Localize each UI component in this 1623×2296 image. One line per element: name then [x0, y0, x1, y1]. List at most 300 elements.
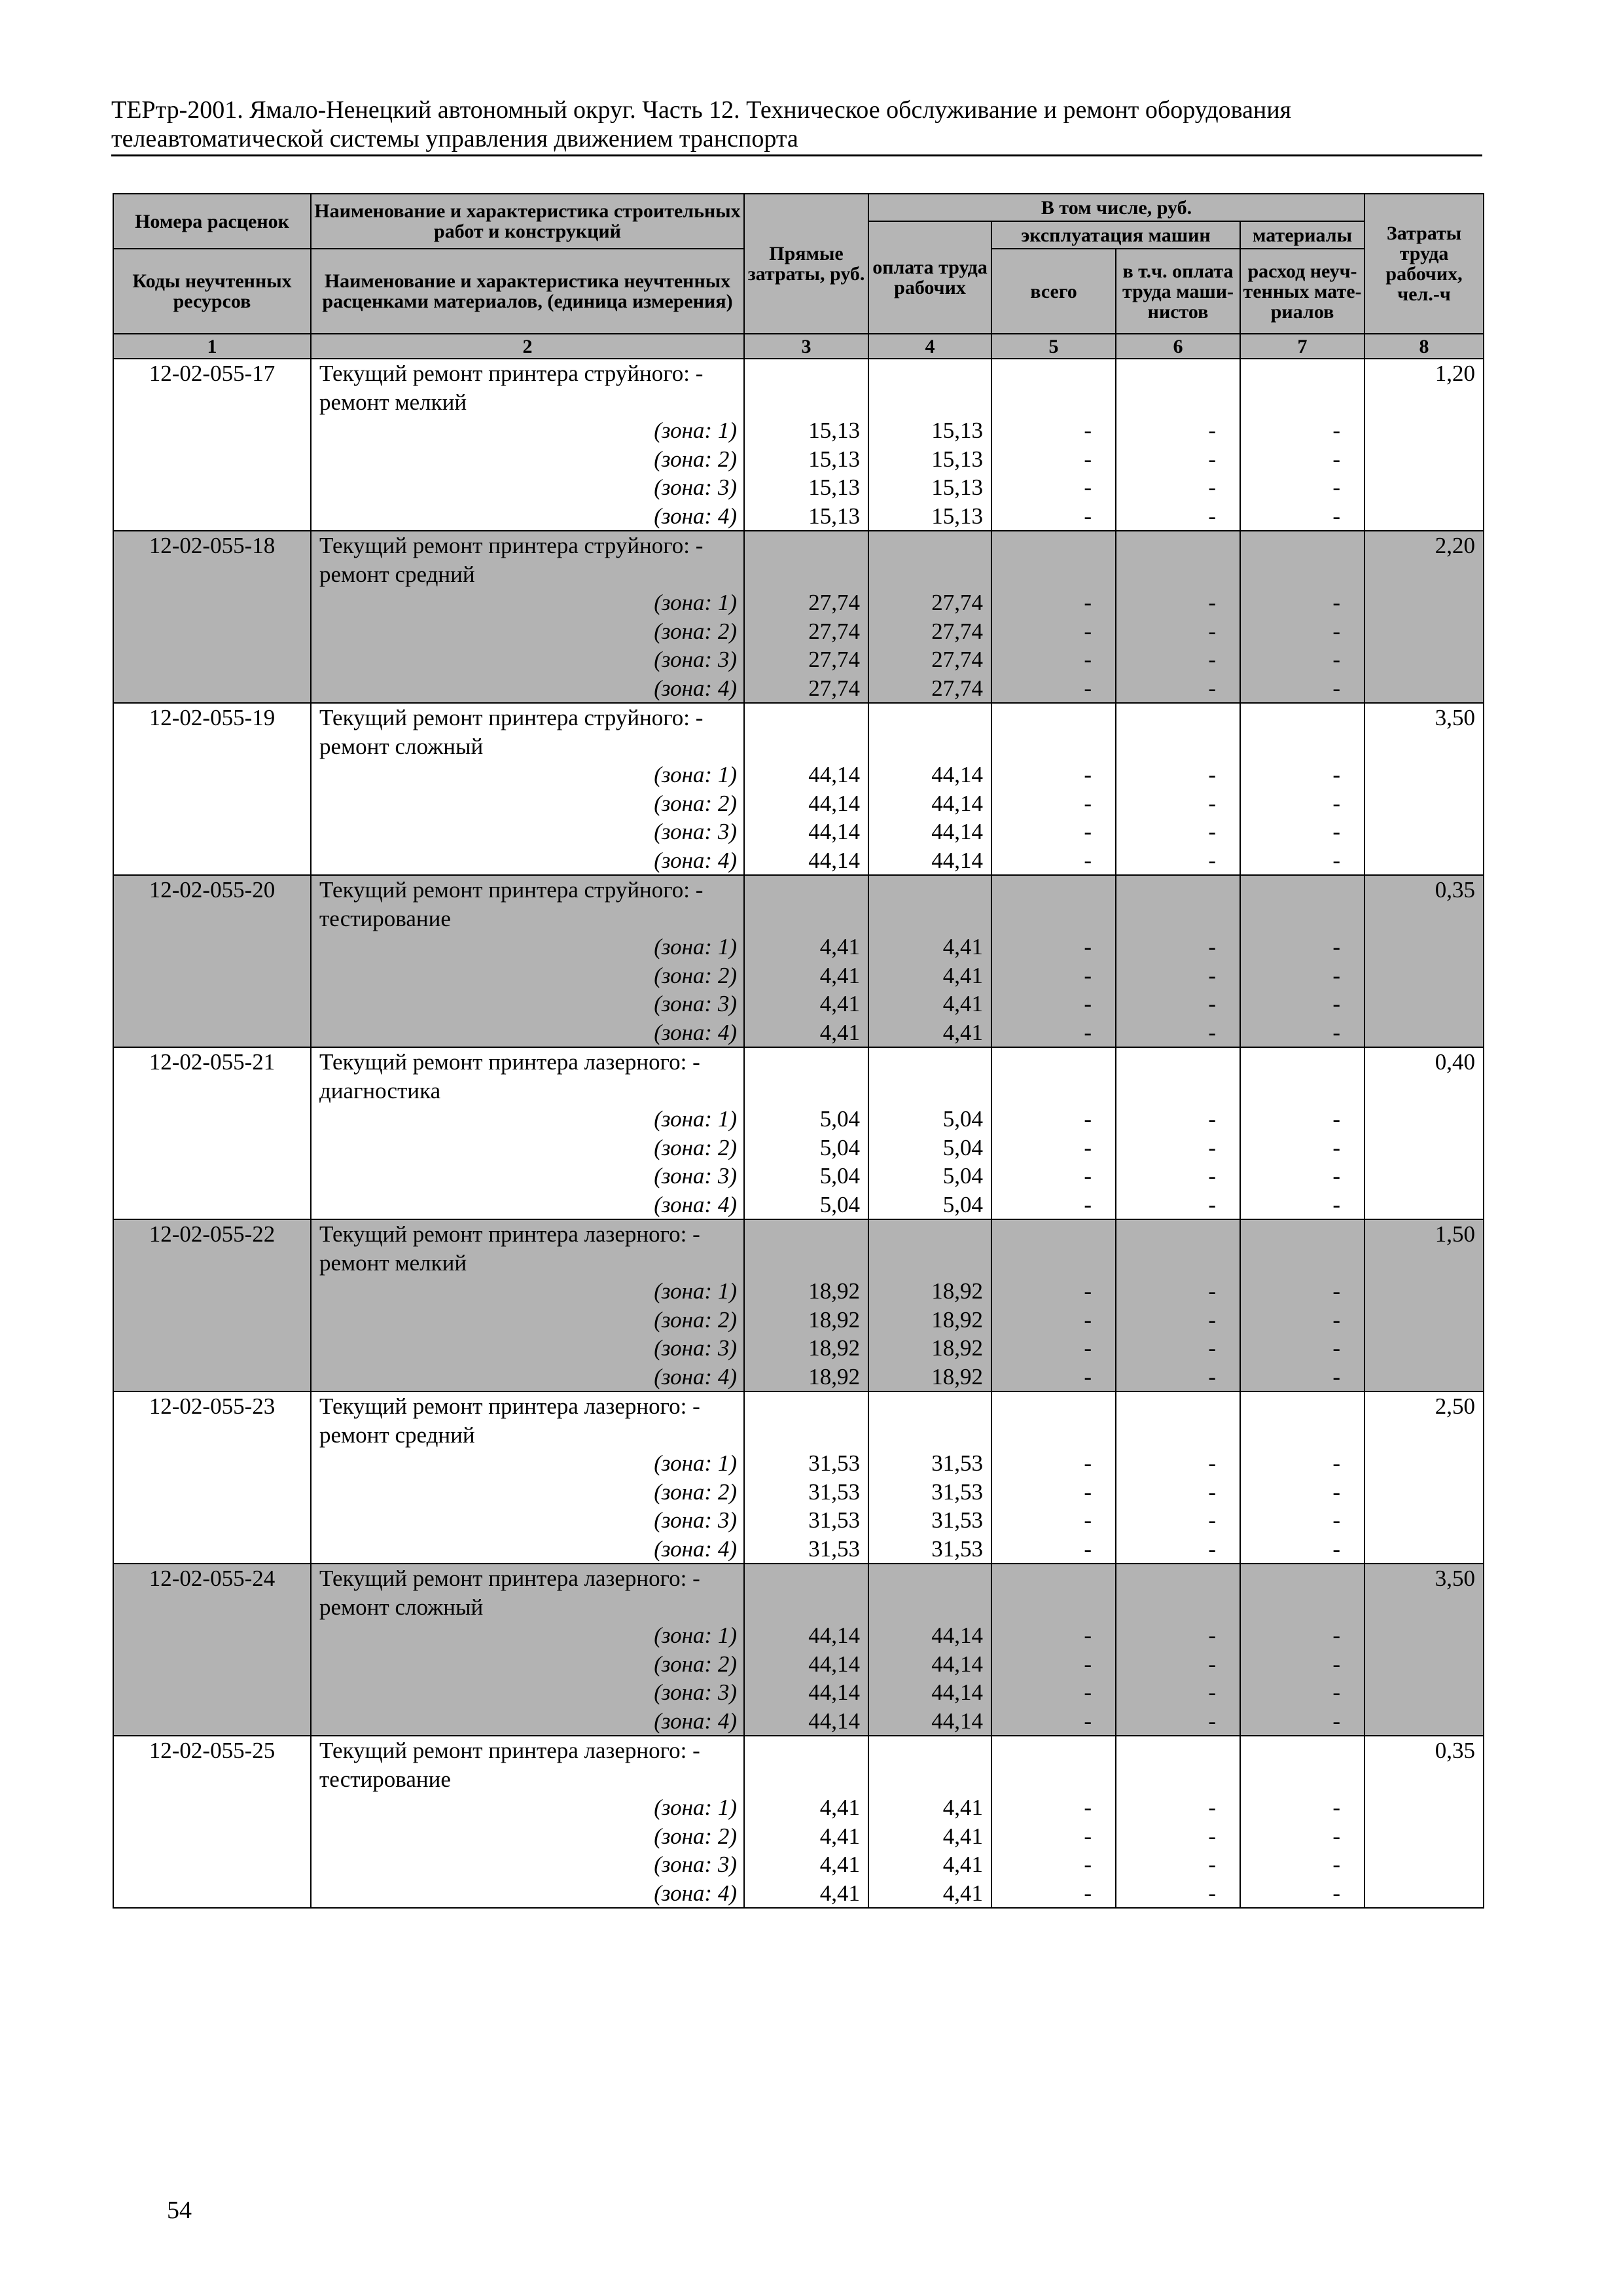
- cell-machine-total: [991, 1219, 1116, 1391]
- zone-label: (зона: 4): [654, 1191, 737, 1217]
- material-use: -: [1332, 618, 1341, 644]
- rate-code: 12-02-055-24: [149, 1566, 276, 1591]
- cell-rate-name: [311, 531, 744, 703]
- material-use: -: [1332, 991, 1341, 1016]
- labor-machinists: -: [1208, 1651, 1216, 1677]
- cell-direct-cost: [744, 1736, 868, 1908]
- zone-label: (зона: 3): [654, 1507, 737, 1533]
- material-use: -: [1332, 1507, 1341, 1533]
- zone-label: (зона: 4): [654, 1708, 737, 1734]
- cell-rate-code: [113, 1391, 311, 1564]
- zone-label: (зона: 4): [654, 503, 737, 529]
- labor-machinists: -: [1208, 418, 1216, 443]
- labor-cost: 2,20: [1435, 533, 1476, 558]
- direct-cost: 18,92: [808, 1363, 860, 1390]
- rate-title-line: тестирование: [319, 1766, 451, 1792]
- zone-label: (зона: 4): [654, 847, 737, 873]
- cell-rate-name: [311, 875, 744, 1047]
- labor-workers: 31,53: [931, 1479, 983, 1505]
- page-number: 54: [167, 2197, 192, 2224]
- machine-total: -: [1084, 962, 1092, 988]
- direct-cost: 44,14: [808, 819, 860, 844]
- th-work-name: Наименование и характеристика строительных работ и конструкций: [311, 194, 744, 249]
- zone-label: (зона: 3): [654, 647, 737, 672]
- labor-cost: 3,50: [1435, 705, 1476, 730]
- material-use: -: [1332, 1651, 1341, 1677]
- machine-total: -: [1084, 1306, 1092, 1333]
- labor-cost: 0,40: [1435, 1049, 1476, 1075]
- machine-total: -: [1084, 762, 1092, 787]
- rate-code: 12-02-055-23: [149, 1393, 276, 1419]
- direct-cost: 5,04: [819, 1163, 860, 1189]
- machine-total: -: [1084, 1679, 1092, 1705]
- cell-material-use: [1240, 359, 1364, 531]
- material-use: -: [1332, 418, 1341, 443]
- labor-cost: 0,35: [1435, 877, 1476, 903]
- material-use: -: [1332, 762, 1341, 787]
- table-row: [113, 1047, 1484, 1219]
- labor-workers: 4,41: [942, 962, 983, 988]
- cell-material-use: [1240, 531, 1364, 703]
- rate-title-line: Текущий ремонт принтера лазерного: -: [319, 1393, 700, 1419]
- machine-total: -: [1084, 446, 1092, 472]
- cell-rate-code: [113, 531, 311, 703]
- material-use: -: [1332, 1106, 1341, 1132]
- cell-labor-cost: [1364, 875, 1484, 1047]
- col-index: 2: [311, 334, 744, 359]
- labor-machinists: -: [1208, 618, 1216, 644]
- direct-cost: 44,14: [808, 847, 860, 873]
- machine-total: -: [1084, 790, 1092, 816]
- labor-workers: 4,41: [942, 1795, 983, 1820]
- cell-labor-machinists: [1116, 359, 1240, 531]
- rate-title-line: ремонт средний: [319, 1422, 475, 1448]
- zone-label: (зона: 1): [654, 1450, 737, 1476]
- th-labor-workers: оплата труда рабочих: [868, 221, 991, 334]
- cell-direct-cost: [744, 875, 868, 1047]
- cell-direct-cost: [744, 1219, 868, 1391]
- material-use: -: [1332, 1450, 1341, 1476]
- labor-machinists: -: [1208, 1335, 1216, 1361]
- labor-machinists: -: [1208, 1191, 1216, 1217]
- table-body: [113, 359, 1484, 1908]
- cell-machine-total: [991, 1736, 1116, 1908]
- table-row: [113, 1219, 1484, 1391]
- labor-workers: 15,13: [931, 475, 983, 500]
- direct-cost: 31,53: [808, 1479, 860, 1505]
- labor-workers: 5,04: [942, 1191, 983, 1217]
- zone-label: (зона: 2): [654, 1306, 737, 1333]
- rate-title-line: ремонт средний: [319, 561, 475, 587]
- labor-workers: 44,14: [931, 762, 983, 787]
- direct-cost: 4,41: [819, 991, 860, 1016]
- rate-code: 12-02-055-21: [149, 1049, 276, 1075]
- th-rate-numbers: Номера расценок: [113, 194, 311, 249]
- zone-label: (зона: 2): [654, 1651, 737, 1677]
- machine-total: -: [1084, 1795, 1092, 1820]
- labor-machinists: -: [1208, 1679, 1216, 1705]
- cell-machine-total: [991, 1564, 1116, 1736]
- labor-machinists: -: [1208, 675, 1216, 701]
- labor-workers: 31,53: [931, 1507, 983, 1533]
- labor-cost: 2,50: [1435, 1393, 1476, 1419]
- machine-total: -: [1084, 1708, 1092, 1734]
- labor-machinists: -: [1208, 1823, 1216, 1849]
- machine-total: -: [1084, 847, 1092, 873]
- labor-machinists: -: [1208, 475, 1216, 500]
- material-use: -: [1332, 1880, 1341, 1906]
- zone-label: (зона: 1): [654, 590, 737, 615]
- labor-workers: 18,92: [931, 1278, 983, 1304]
- material-use: -: [1332, 1823, 1341, 1849]
- material-use: -: [1332, 647, 1341, 672]
- machine-total: -: [1084, 1163, 1092, 1189]
- cell-labor-cost: [1364, 1219, 1484, 1391]
- material-use: -: [1332, 1163, 1341, 1189]
- zone-label: (зона: 4): [654, 1880, 737, 1906]
- labor-workers: 44,14: [931, 1651, 983, 1677]
- cell-direct-cost: [744, 703, 868, 875]
- cell-rate-code: [113, 1564, 311, 1736]
- cell-direct-cost: [744, 1047, 868, 1219]
- labor-machinists: -: [1208, 1306, 1216, 1333]
- direct-cost: 4,41: [819, 934, 860, 960]
- cell-rate-code: [113, 359, 311, 531]
- cell-rate-code: [113, 1219, 311, 1391]
- cell-labor-workers: [868, 1219, 991, 1391]
- cell-machine-total: [991, 1047, 1116, 1219]
- labor-cost: 3,50: [1435, 1566, 1476, 1591]
- machine-total: -: [1084, 1535, 1092, 1562]
- zone-label: (зона: 4): [654, 1535, 737, 1562]
- labor-machinists: -: [1208, 991, 1216, 1016]
- cell-direct-cost: [744, 359, 868, 531]
- cell-rate-name: [311, 1219, 744, 1391]
- col-index: 6: [1116, 334, 1240, 359]
- th-machine-operation: эксплуатация машин: [991, 221, 1240, 249]
- cell-rate-name: [311, 1736, 744, 1908]
- zone-label: (зона: 1): [654, 1795, 737, 1820]
- labor-machinists: -: [1208, 647, 1216, 672]
- machine-total: -: [1084, 1019, 1092, 1045]
- cell-labor-cost: [1364, 1391, 1484, 1564]
- direct-cost: 18,92: [808, 1278, 860, 1304]
- machine-total: -: [1084, 618, 1092, 644]
- rate-title-line: ремонт мелкий: [319, 1249, 467, 1276]
- cell-machine-total: [991, 875, 1116, 1047]
- direct-cost: 31,53: [808, 1507, 860, 1533]
- direct-cost: 15,13: [808, 446, 860, 472]
- machine-total: -: [1084, 1852, 1092, 1877]
- labor-workers: 27,74: [931, 675, 983, 701]
- material-use: -: [1332, 1335, 1341, 1361]
- material-use: -: [1332, 790, 1341, 816]
- direct-cost: 31,53: [808, 1450, 860, 1476]
- labor-workers: 4,41: [942, 1852, 983, 1877]
- cell-labor-machinists: [1116, 1564, 1240, 1736]
- cell-labor-cost: [1364, 1047, 1484, 1219]
- cell-labor-workers: [868, 1736, 991, 1908]
- machine-total: -: [1084, 1106, 1092, 1132]
- table-row: [113, 703, 1484, 875]
- labor-workers: 18,92: [931, 1363, 983, 1390]
- material-use: -: [1332, 1795, 1341, 1820]
- labor-workers: 5,04: [942, 1163, 983, 1189]
- machine-total: -: [1084, 1450, 1092, 1476]
- rate-title-line: Текущий ремонт принтера лазерного: -: [319, 1566, 700, 1591]
- material-use: -: [1332, 1708, 1341, 1734]
- labor-workers: 18,92: [931, 1335, 983, 1361]
- cell-labor-workers: [868, 1564, 991, 1736]
- labor-machinists: -: [1208, 1363, 1216, 1390]
- machine-total: -: [1084, 1335, 1092, 1361]
- labor-cost: 1,20: [1435, 361, 1476, 386]
- col-index: 3: [744, 334, 868, 359]
- cell-rate-code: [113, 875, 311, 1047]
- cell-rate-code: [113, 1736, 311, 1908]
- direct-cost: 18,92: [808, 1335, 860, 1361]
- zone-label: (зона: 2): [654, 1479, 737, 1505]
- labor-workers: 44,14: [931, 1679, 983, 1705]
- labor-cost: 0,35: [1435, 1738, 1476, 1763]
- zone-label: (зона: 4): [654, 1019, 737, 1045]
- labor-workers: 31,53: [931, 1535, 983, 1562]
- zone-label: (зона: 3): [654, 1163, 737, 1189]
- labor-workers: 5,04: [942, 1106, 983, 1132]
- rate-title-line: диагностика: [319, 1077, 441, 1103]
- labor-machinists: -: [1208, 1535, 1216, 1562]
- cell-material-use: [1240, 1219, 1364, 1391]
- cell-direct-cost: [744, 1564, 868, 1736]
- cell-material-use: [1240, 1736, 1364, 1908]
- labor-machinists: -: [1208, 847, 1216, 873]
- labor-workers: 15,13: [931, 418, 983, 443]
- direct-cost: 18,92: [808, 1306, 860, 1333]
- cell-material-use: [1240, 1564, 1364, 1736]
- cell-machine-total: [991, 703, 1116, 875]
- col-index: 7: [1240, 334, 1364, 359]
- machine-total: -: [1084, 1134, 1092, 1160]
- rate-title-line: тестирование: [319, 905, 451, 931]
- zone-label: (зона: 2): [654, 962, 737, 988]
- direct-cost: 44,14: [808, 1623, 860, 1648]
- direct-cost: 5,04: [819, 1134, 860, 1160]
- cell-labor-cost: [1364, 531, 1484, 703]
- zone-label: (зона: 3): [654, 475, 737, 500]
- labor-machinists: -: [1208, 762, 1216, 787]
- cell-labor-cost: [1364, 359, 1484, 531]
- labor-machinists: -: [1208, 1507, 1216, 1533]
- labor-machinists: -: [1208, 1019, 1216, 1045]
- direct-cost: 4,41: [819, 962, 860, 988]
- labor-workers: 31,53: [931, 1450, 983, 1476]
- direct-cost: 4,41: [819, 1019, 860, 1045]
- material-use: -: [1332, 1019, 1341, 1045]
- cell-rate-code: [113, 1047, 311, 1219]
- cell-machine-total: [991, 359, 1116, 531]
- zone-label: (зона: 2): [654, 618, 737, 644]
- zone-label: (зона: 2): [654, 1823, 737, 1849]
- machine-total: -: [1084, 1507, 1092, 1533]
- direct-cost: 44,14: [808, 1651, 860, 1677]
- machine-total: -: [1084, 1623, 1092, 1648]
- rate-title-line: Текущий ремонт принтера струйного: -: [319, 533, 704, 558]
- material-use: -: [1332, 503, 1341, 529]
- direct-cost: 44,14: [808, 762, 860, 787]
- machine-total: -: [1084, 1479, 1092, 1505]
- zone-label: (зона: 1): [654, 1106, 737, 1132]
- rate-code: 12-02-055-25: [149, 1738, 276, 1763]
- labor-workers: 4,41: [942, 1823, 983, 1849]
- cell-labor-workers: [868, 875, 991, 1047]
- th-machine-total: всего: [991, 249, 1116, 334]
- cell-machine-total: [991, 531, 1116, 703]
- material-use: -: [1332, 1623, 1341, 1648]
- rate-title-line: Текущий ремонт принтера струйного: -: [319, 361, 704, 386]
- direct-cost: 5,04: [819, 1191, 860, 1217]
- cell-labor-cost: [1364, 703, 1484, 875]
- labor-workers: 44,14: [931, 1623, 983, 1648]
- labor-machinists: -: [1208, 790, 1216, 816]
- direct-cost: 44,14: [808, 790, 860, 816]
- zone-label: (зона: 1): [654, 1623, 737, 1648]
- zone-label: (зона: 4): [654, 1363, 737, 1390]
- col-index: 1: [113, 334, 311, 359]
- labor-machinists: -: [1208, 1795, 1216, 1820]
- zone-label: (зона: 3): [654, 1852, 737, 1877]
- material-use: -: [1332, 1363, 1341, 1390]
- material-use: -: [1332, 1191, 1341, 1217]
- labor-machinists: -: [1208, 1134, 1216, 1160]
- material-use: -: [1332, 962, 1341, 988]
- machine-total: -: [1084, 1278, 1092, 1304]
- rate-title-line: Текущий ремонт принтера лазерного: -: [319, 1221, 700, 1247]
- cell-labor-workers: [868, 359, 991, 531]
- material-use: -: [1332, 446, 1341, 472]
- machine-total: -: [1084, 1880, 1092, 1906]
- material-use: -: [1332, 675, 1341, 701]
- labor-machinists: -: [1208, 819, 1216, 844]
- direct-cost: 15,13: [808, 503, 860, 529]
- labor-workers: 15,13: [931, 503, 983, 529]
- labor-machinists: -: [1208, 1278, 1216, 1304]
- cell-rate-name: [311, 1047, 744, 1219]
- labor-workers: 4,41: [942, 1880, 983, 1906]
- machine-total: -: [1084, 503, 1092, 529]
- labor-machinists: -: [1208, 1708, 1216, 1734]
- col-index: 5: [991, 334, 1116, 359]
- th-direct-costs: Прямые затраты, руб.: [744, 194, 868, 334]
- header-line-1: ТЕРтр-2001. Ямало-Ненецкий автономный округ. Часть 12. Техническое обслуживание и ремонт оборудования: [111, 96, 1292, 124]
- direct-cost: 44,14: [808, 1708, 860, 1734]
- labor-machinists: -: [1208, 1450, 1216, 1476]
- direct-cost: 27,74: [808, 590, 860, 615]
- cell-labor-workers: [868, 531, 991, 703]
- labor-workers: 4,41: [942, 991, 983, 1016]
- cell-rate-name: [311, 359, 744, 531]
- labor-workers: 27,74: [931, 647, 983, 672]
- table-row: [113, 359, 1484, 531]
- page-header: [111, 96, 1482, 156]
- rate-title-line: ремонт сложный: [319, 733, 484, 759]
- cell-labor-machinists: [1116, 1219, 1240, 1391]
- labor-machinists: -: [1208, 1880, 1216, 1906]
- material-use: -: [1332, 475, 1341, 500]
- rate-title-line: ремонт мелкий: [319, 389, 467, 415]
- labor-workers: 5,04: [942, 1134, 983, 1160]
- cell-labor-machinists: [1116, 531, 1240, 703]
- material-use: -: [1332, 1278, 1341, 1304]
- table-row: [113, 531, 1484, 703]
- direct-cost: 27,74: [808, 647, 860, 672]
- th-materials: материалы: [1240, 221, 1364, 249]
- zone-label: (зона: 2): [654, 1134, 737, 1160]
- machine-total: -: [1084, 934, 1092, 960]
- rate-code: 12-02-055-22: [149, 1221, 276, 1247]
- material-use: -: [1332, 1306, 1341, 1333]
- labor-machinists: -: [1208, 446, 1216, 472]
- material-use: -: [1332, 819, 1341, 844]
- cell-rate-name: [311, 1391, 744, 1564]
- material-use: -: [1332, 1134, 1341, 1160]
- machine-total: -: [1084, 590, 1092, 615]
- labor-machinists: -: [1208, 934, 1216, 960]
- zone-label: (зона: 2): [654, 446, 737, 472]
- labor-workers: 15,13: [931, 446, 983, 472]
- labor-workers: 4,41: [942, 934, 983, 960]
- cell-material-use: [1240, 1391, 1364, 1564]
- machine-total: -: [1084, 1823, 1092, 1849]
- cell-labor-workers: [868, 703, 991, 875]
- table-row: [113, 1391, 1484, 1564]
- rate-code: 12-02-055-17: [149, 361, 276, 386]
- rate-title-line: Текущий ремонт принтера струйного: -: [319, 877, 704, 903]
- labor-cost: 1,50: [1435, 1221, 1476, 1247]
- machine-total: -: [1084, 1651, 1092, 1677]
- cell-rate-code: [113, 703, 311, 875]
- cell-labor-workers: [868, 1391, 991, 1564]
- th-resource-codes: Коды неучтенных ресурсов: [113, 249, 311, 334]
- labor-workers: 44,14: [931, 819, 983, 844]
- zone-label: (зона: 1): [654, 934, 737, 960]
- cell-material-use: [1240, 1047, 1364, 1219]
- th-labor-machinists: в т.ч. оплата труда маши-нистов: [1116, 249, 1240, 334]
- table-row: [113, 1564, 1484, 1736]
- machine-total: -: [1084, 991, 1092, 1016]
- rate-title-line: Текущий ремонт принтера струйного: -: [319, 705, 704, 730]
- machine-total: -: [1084, 647, 1092, 672]
- th-resource-name: Наименование и характеристика неучтенных расценками материалов, (единица измерения): [311, 249, 744, 334]
- labor-machinists: -: [1208, 1106, 1216, 1132]
- table-head: [113, 194, 1484, 359]
- header-line-2: телеавтоматической системы управления движением транспорта: [111, 125, 798, 152]
- th-material-use: расход неуч-тенных мате-риалов: [1240, 249, 1364, 334]
- cell-labor-machinists: [1116, 703, 1240, 875]
- cell-direct-cost: [744, 1391, 868, 1564]
- labor-workers: 27,74: [931, 590, 983, 615]
- cell-machine-total: [991, 1391, 1116, 1564]
- zone-label: (зона: 1): [654, 1278, 737, 1304]
- cell-material-use: [1240, 875, 1364, 1047]
- rate-title-line: Текущий ремонт принтера лазерного: -: [319, 1738, 700, 1763]
- rate-title-line: ремонт сложный: [319, 1594, 484, 1620]
- material-use: -: [1332, 1852, 1341, 1877]
- zone-label: (зона: 3): [654, 819, 737, 844]
- direct-cost: 4,41: [819, 1823, 860, 1849]
- th-including: В том числе, руб.: [868, 194, 1364, 221]
- cell-labor-cost: [1364, 1564, 1484, 1736]
- cell-labor-machinists: [1116, 875, 1240, 1047]
